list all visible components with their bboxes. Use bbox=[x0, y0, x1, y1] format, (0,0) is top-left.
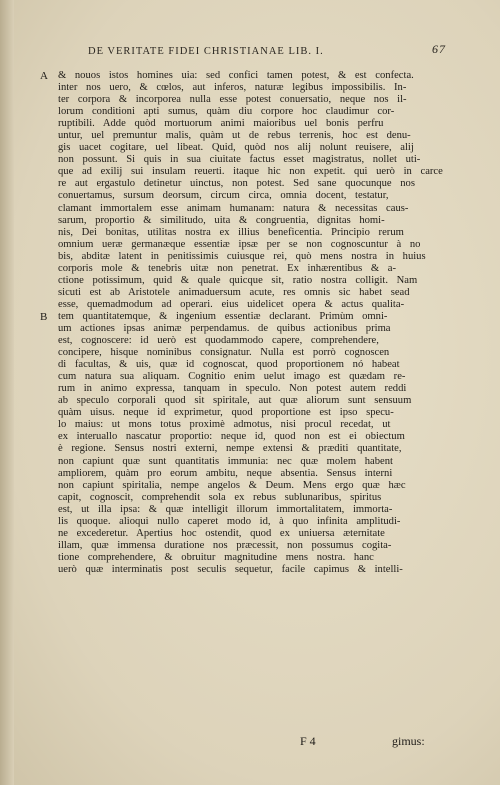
text-line bbox=[58, 468, 466, 480]
line-text: est, ut illa ipsa: & quæ intelligit illorum immortalitatem, immorta- bbox=[58, 503, 393, 515]
text-line bbox=[58, 178, 466, 190]
line-text: non capiunt spiritalia, nempe angelos & Deum. Mens ergo quæ hæc bbox=[58, 479, 406, 491]
line-text: rum in animo expressa, tanquam in speculo. Non potest autem reddi bbox=[58, 383, 407, 395]
line-text: è regione. Sensus nostri externi, nempe extensi & præditi quantitate, bbox=[58, 443, 402, 455]
line-text: concipere, hisque nominibus consignatur. Nulla est porrò cognoscen bbox=[58, 347, 390, 359]
line-text: tione comprehendere, & obruitur magnitudine mens nostra. hanc bbox=[58, 551, 374, 563]
text-line bbox=[58, 347, 466, 359]
line-text: & nouos istos homines uia: sed confici tamen potest, & est confecta. bbox=[58, 70, 414, 81]
line-text: non capiunt quæ sunt quantitatis immunia: nec quæ molem habent bbox=[58, 455, 393, 467]
line-text: quàm uisus. neque id exprimetur, quod proportione est ipso specu- bbox=[58, 407, 394, 419]
line-text: nis, Dei bonitas, utilitas nostra ex illius beneficentia. Principio rerum bbox=[58, 226, 404, 238]
text-line bbox=[58, 130, 466, 142]
line-text: omnium ueræ germanæque essentiæ ipsæ per se non cognoscuntur à no bbox=[58, 238, 421, 250]
line-text: lo maius: ut mons totus proximè admotus, nisi procul recedat, ut bbox=[58, 419, 391, 431]
line-text: capit, cognoscit, comprehendit sola ex rebus sublunaribus, spiritus bbox=[58, 491, 382, 503]
text-line bbox=[58, 323, 466, 335]
text-line bbox=[58, 106, 466, 118]
folio-number: 67 bbox=[432, 42, 446, 56]
line-text: lorum conditioni apti sumus, quàm diu corpore hoc claudimur cor- bbox=[58, 106, 395, 118]
text-line bbox=[58, 431, 466, 443]
line-text: bis, abditæ latent in penitissimis cuiusque rei, quò mens nostra in huius bbox=[58, 250, 426, 262]
text-line bbox=[58, 239, 466, 251]
running-header bbox=[88, 42, 468, 62]
page-footer bbox=[0, 734, 500, 750]
page-gutter bbox=[0, 0, 14, 785]
text-line bbox=[58, 299, 466, 311]
margin-marker: B bbox=[40, 310, 48, 323]
line-text: non possunt. Si quis in sua ciuitate factus esset magistratus, nollet uti- bbox=[58, 154, 421, 166]
text-line bbox=[58, 383, 466, 395]
text-line bbox=[58, 564, 466, 576]
line-text: di facultas, & uis, quæ id cognoscat, quod proportionem nó habeat bbox=[58, 359, 400, 371]
text-line bbox=[58, 456, 466, 468]
text-line bbox=[58, 287, 466, 299]
line-text: ruptibili. Adde quòd mortuorum animi maioribus uel bonis perfru bbox=[58, 118, 384, 130]
text-line bbox=[58, 540, 466, 552]
running-title: DE VERITATE FIDEI CHRISTIANAE LIB. I. bbox=[88, 46, 324, 57]
line-text: corporis mole & tenebris uitæ non penetrat. Ex inhærentibus & a- bbox=[58, 262, 397, 274]
line-text: que ad exilij sui insulam reuerti. itaque hic non expetit. qui uerò in carce bbox=[58, 166, 443, 178]
line-text: re aut ergastulo detinetur uinctus, non potest. Sed sane quocunque nos bbox=[58, 178, 415, 190]
line-text: ex interuallo nascatur proportio: neque id, quod non est ei obiectum bbox=[58, 431, 405, 443]
text-line bbox=[58, 419, 466, 431]
text-line bbox=[58, 552, 466, 564]
line-text: tem quantitatemque, & ingenium essentiæ declarant. Primùm omni- bbox=[58, 310, 388, 322]
text-line bbox=[58, 227, 466, 239]
text-line bbox=[40, 310, 466, 323]
text-line bbox=[58, 251, 466, 263]
text-line bbox=[58, 528, 466, 540]
line-text: sicuti est ab Aristotele animaduersum acute, res omnis sic habet sead bbox=[58, 286, 410, 298]
line-text: esse, quemadmodum ad operari. eius uidelicet opera & actus qualita- bbox=[58, 298, 405, 310]
line-text: gis uacet cogitare, uel libeat. Quid, quòd nos alij nolunt reuisere, alij bbox=[58, 142, 414, 154]
text-line bbox=[58, 335, 466, 347]
text-line bbox=[58, 215, 466, 227]
text-line bbox=[58, 516, 466, 528]
line-text: uerò quæ interminatis post seculis sequetur, facile capimus & intelli- bbox=[58, 563, 403, 575]
text-line bbox=[58, 118, 466, 130]
text-line bbox=[58, 275, 466, 287]
text-line bbox=[58, 407, 466, 419]
margin-marker: A bbox=[40, 70, 48, 82]
line-text: illam, quæ immensa duratione nos præcessit, non possumus cogita- bbox=[58, 539, 392, 551]
line-text: ampliorem, quàm pro eorum ambitu, neque absentia. Sensus interni bbox=[58, 467, 393, 479]
line-text: ab speculo corporali quod sit spiritale, aut quæ aliorum sunt sensuum bbox=[58, 395, 412, 407]
line-text: ctione potissimum, quid & quale quicque sit, ratio nostra colligit. Nam bbox=[58, 274, 418, 286]
text-line bbox=[58, 443, 466, 455]
line-text: untur, uel premuntur malis, quàm ut de rebus terrenis, hoc est denu- bbox=[58, 130, 411, 142]
text-line bbox=[58, 94, 466, 106]
line-text: ter corpora & incorporea nulla esse potest conuersatio, neque nos il- bbox=[58, 94, 407, 106]
text-line bbox=[40, 70, 466, 82]
text-line bbox=[58, 82, 466, 94]
text-line bbox=[58, 504, 466, 516]
text-line bbox=[58, 142, 466, 154]
catchword: gimus: bbox=[392, 734, 425, 748]
line-text: inter nos uero, & cœlos, aut inferos, naturæ legibus impossibilis. In- bbox=[58, 82, 407, 94]
line-text: cum natura sua aliquam. Cognitio enim uelut imago est quædam re- bbox=[58, 371, 406, 383]
line-text: sarum, proportio & similitudo, uita & congruentia, dignitas homi- bbox=[58, 214, 385, 226]
text-line bbox=[58, 492, 466, 504]
line-text: clamant immortalem esse animam humanam: natura & necessitas caus- bbox=[58, 202, 409, 214]
text-line bbox=[58, 166, 466, 178]
body-text bbox=[40, 70, 466, 576]
signature-mark: F 4 bbox=[300, 734, 316, 748]
text-line bbox=[58, 359, 466, 371]
line-text: conuertamus, sursum deorsum, circum circa, omnia docent, testatur, bbox=[58, 190, 389, 202]
line-text: ne excederetur. Apertius hoc ostendit, quod ex uniuersa æternitate bbox=[58, 527, 385, 539]
text-line bbox=[58, 480, 466, 492]
text-line bbox=[58, 154, 466, 166]
line-text: est, cognoscere: id uerò est quodammodo capere, comprehendere, bbox=[58, 335, 379, 347]
text-line bbox=[58, 395, 466, 407]
line-text: um actiones ipsas animæ perpendamus. de quibus actionibus prima bbox=[58, 322, 391, 334]
text-line bbox=[58, 190, 466, 202]
text-line bbox=[58, 203, 466, 215]
text-line bbox=[58, 371, 466, 383]
line-text: lis quoque. alioqui nullo caperet modo id, à quo infinita amplitudi- bbox=[58, 515, 401, 527]
text-line bbox=[58, 263, 466, 275]
